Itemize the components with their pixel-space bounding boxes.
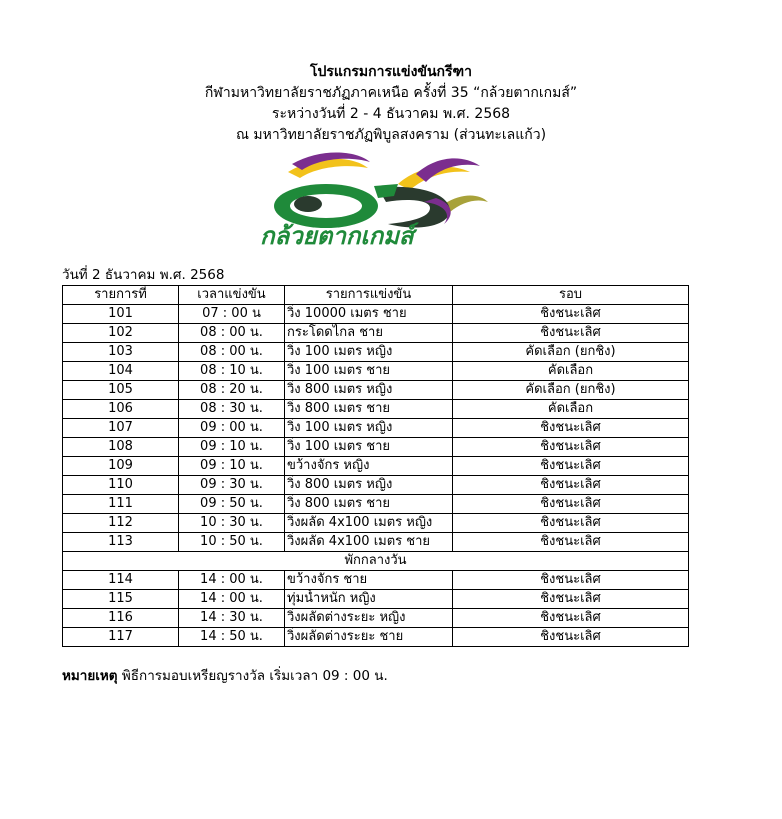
cell-time: 08 : 30 น. <box>179 400 285 419</box>
logo-text: กล้วยตากเกมส์ <box>260 222 414 250</box>
games-logo-graphic <box>248 144 502 250</box>
cell-round: คัดเลือก <box>453 362 689 381</box>
cell-time: 10 : 30 น. <box>179 514 285 533</box>
cell-event: ขว้างจักร ชาย <box>285 571 453 590</box>
lunch-break-label: พักกลางวัน <box>63 552 689 571</box>
cell-round: ชิงชนะเลิศ <box>453 457 689 476</box>
cell-id: 101 <box>63 305 179 324</box>
table-row <box>63 476 689 495</box>
event-venue: ณ มหาวิทยาลัยราชภัฏพิบูลสงคราม (ส่วนทะเลแก้ว) <box>235 127 547 143</box>
cell-id: 111 <box>63 495 179 514</box>
cell-id: 108 <box>63 438 179 457</box>
cell-event: วิ่งผลัดต่างระยะ ชาย <box>285 628 453 647</box>
table-row <box>63 533 689 552</box>
cell-time: 08 : 20 น. <box>179 381 285 400</box>
cell-time: 09 : 10 น. <box>179 438 285 457</box>
table-row <box>63 495 689 514</box>
cell-event: วิ่ง 800 เมตร หญิง <box>285 476 453 495</box>
col-header-event: รายการแข่งขัน <box>285 286 453 305</box>
table-row <box>63 381 689 400</box>
footnote-text: พิธีการมอบเหรียญรางวัล เริ่มเวลา 09 : 00 น. <box>121 668 388 684</box>
cell-event: วิ่ง 800 เมตร หญิง <box>285 381 453 400</box>
cell-round: ชิงชนะเลิศ <box>453 324 689 343</box>
event-dates: ระหว่างวันที่ 2 - 4 ธันวาคม พ.ศ. 2568 <box>271 106 511 122</box>
col-header-round: รอบ <box>453 286 689 305</box>
table-row <box>63 305 689 324</box>
cell-id: 116 <box>63 609 179 628</box>
cell-round: คัดเลือก (ยกชิง) <box>453 343 689 362</box>
footnote <box>62 666 388 686</box>
document-header <box>0 62 782 146</box>
cell-round: ชิงชนะเลิศ <box>453 533 689 552</box>
cell-time: 10 : 50 น. <box>179 533 285 552</box>
cell-round: ชิงชนะเลิศ <box>453 590 689 609</box>
cell-time: 07 : 00 น <box>179 305 285 324</box>
cell-id: 104 <box>63 362 179 381</box>
cell-id: 103 <box>63 343 179 362</box>
cell-round: ชิงชนะเลิศ <box>453 476 689 495</box>
col-header-time: เวลาแข่งขัน <box>179 286 285 305</box>
table-row <box>63 324 689 343</box>
table-row <box>63 609 689 628</box>
table-row <box>63 628 689 647</box>
table-row <box>63 362 689 381</box>
cell-event: กระโดดไกล ชาย <box>285 324 453 343</box>
cell-round: ชิงชนะเลิศ <box>453 419 689 438</box>
cell-round: ชิงชนะเลิศ <box>453 305 689 324</box>
cell-event: ขว้างจักร หญิง <box>285 457 453 476</box>
cell-id: 110 <box>63 476 179 495</box>
cell-id: 117 <box>63 628 179 647</box>
cell-id: 102 <box>63 324 179 343</box>
cell-round: ชิงชนะเลิศ <box>453 609 689 628</box>
table-row <box>63 343 689 362</box>
cell-id: 115 <box>63 590 179 609</box>
cell-time: 14 : 30 น. <box>179 609 285 628</box>
table-row <box>63 419 689 438</box>
cell-event: วิ่ง 800 เมตร ชาย <box>285 495 453 514</box>
schedule-date: วันที่ 2 ธันวาคม พ.ศ. 2568 <box>62 267 225 283</box>
cell-event: วิ่ง 10000 เมตร ชาย <box>285 305 453 324</box>
cell-event: วิ่งผลัด 4x100 เมตร ชาย <box>285 533 453 552</box>
col-header-id: รายการที่ <box>63 286 179 305</box>
table-row <box>63 438 689 457</box>
schedule-table <box>62 285 689 647</box>
cell-round: คัดเลือก <box>453 400 689 419</box>
cell-time: 09 : 50 น. <box>179 495 285 514</box>
cell-id: 109 <box>63 457 179 476</box>
cell-round: ชิงชนะเลิศ <box>453 628 689 647</box>
cell-time: 14 : 50 น. <box>179 628 285 647</box>
cell-round: ชิงชนะเลิศ <box>453 514 689 533</box>
cell-round: คัดเลือก (ยกชิง) <box>453 381 689 400</box>
cell-id: 114 <box>63 571 179 590</box>
cell-event: วิ่ง 100 เมตร ชาย <box>285 362 453 381</box>
cell-id: 113 <box>63 533 179 552</box>
cell-event: วิ่งผลัด 4x100 เมตร หญิง <box>285 514 453 533</box>
document-title: โปรแกรมการแข่งขันกรีฑา <box>309 64 473 80</box>
cell-id: 112 <box>63 514 179 533</box>
cell-id: 106 <box>63 400 179 419</box>
cell-time: 08 : 10 น. <box>179 362 285 381</box>
table-row <box>63 400 689 419</box>
cell-time: 08 : 00 น. <box>179 343 285 362</box>
cell-event: วิ่ง 800 เมตร ชาย <box>285 400 453 419</box>
cell-time: 09 : 00 น. <box>179 419 285 438</box>
cell-time: 14 : 00 น. <box>179 571 285 590</box>
table-row <box>63 514 689 533</box>
cell-id: 107 <box>63 419 179 438</box>
cell-round: ชิงชนะเลิศ <box>453 571 689 590</box>
table-row <box>63 590 689 609</box>
cell-event: วิ่งผลัดต่างระยะ หญิง <box>285 609 453 628</box>
table-row <box>63 571 689 590</box>
event-name: กีฬามหาวิทยาลัยราชภัฏภาคเหนือ ครั้งที่ 35 “กล้วยตากเกมส์” <box>204 85 578 101</box>
cell-event: วิ่ง 100 เมตร หญิง <box>285 419 453 438</box>
lunch-break-row <box>63 552 689 571</box>
cell-id: 105 <box>63 381 179 400</box>
cell-event: วิ่ง 100 เมตร หญิง <box>285 343 453 362</box>
table-row <box>63 457 689 476</box>
games-logo <box>248 144 502 250</box>
cell-event: วิ่ง 100 เมตร ชาย <box>285 438 453 457</box>
cell-round: ชิงชนะเลิศ <box>453 438 689 457</box>
cell-round: ชิงชนะเลิศ <box>453 495 689 514</box>
cell-time: 09 : 10 น. <box>179 457 285 476</box>
table-header-row <box>63 286 689 305</box>
footnote-label: หมายเหตุ <box>62 668 118 684</box>
cell-event: ทุ่มน้ำหนัก หญิง <box>285 590 453 609</box>
cell-time: 14 : 00 น. <box>179 590 285 609</box>
cell-time: 08 : 00 น. <box>179 324 285 343</box>
cell-time: 09 : 30 น. <box>179 476 285 495</box>
